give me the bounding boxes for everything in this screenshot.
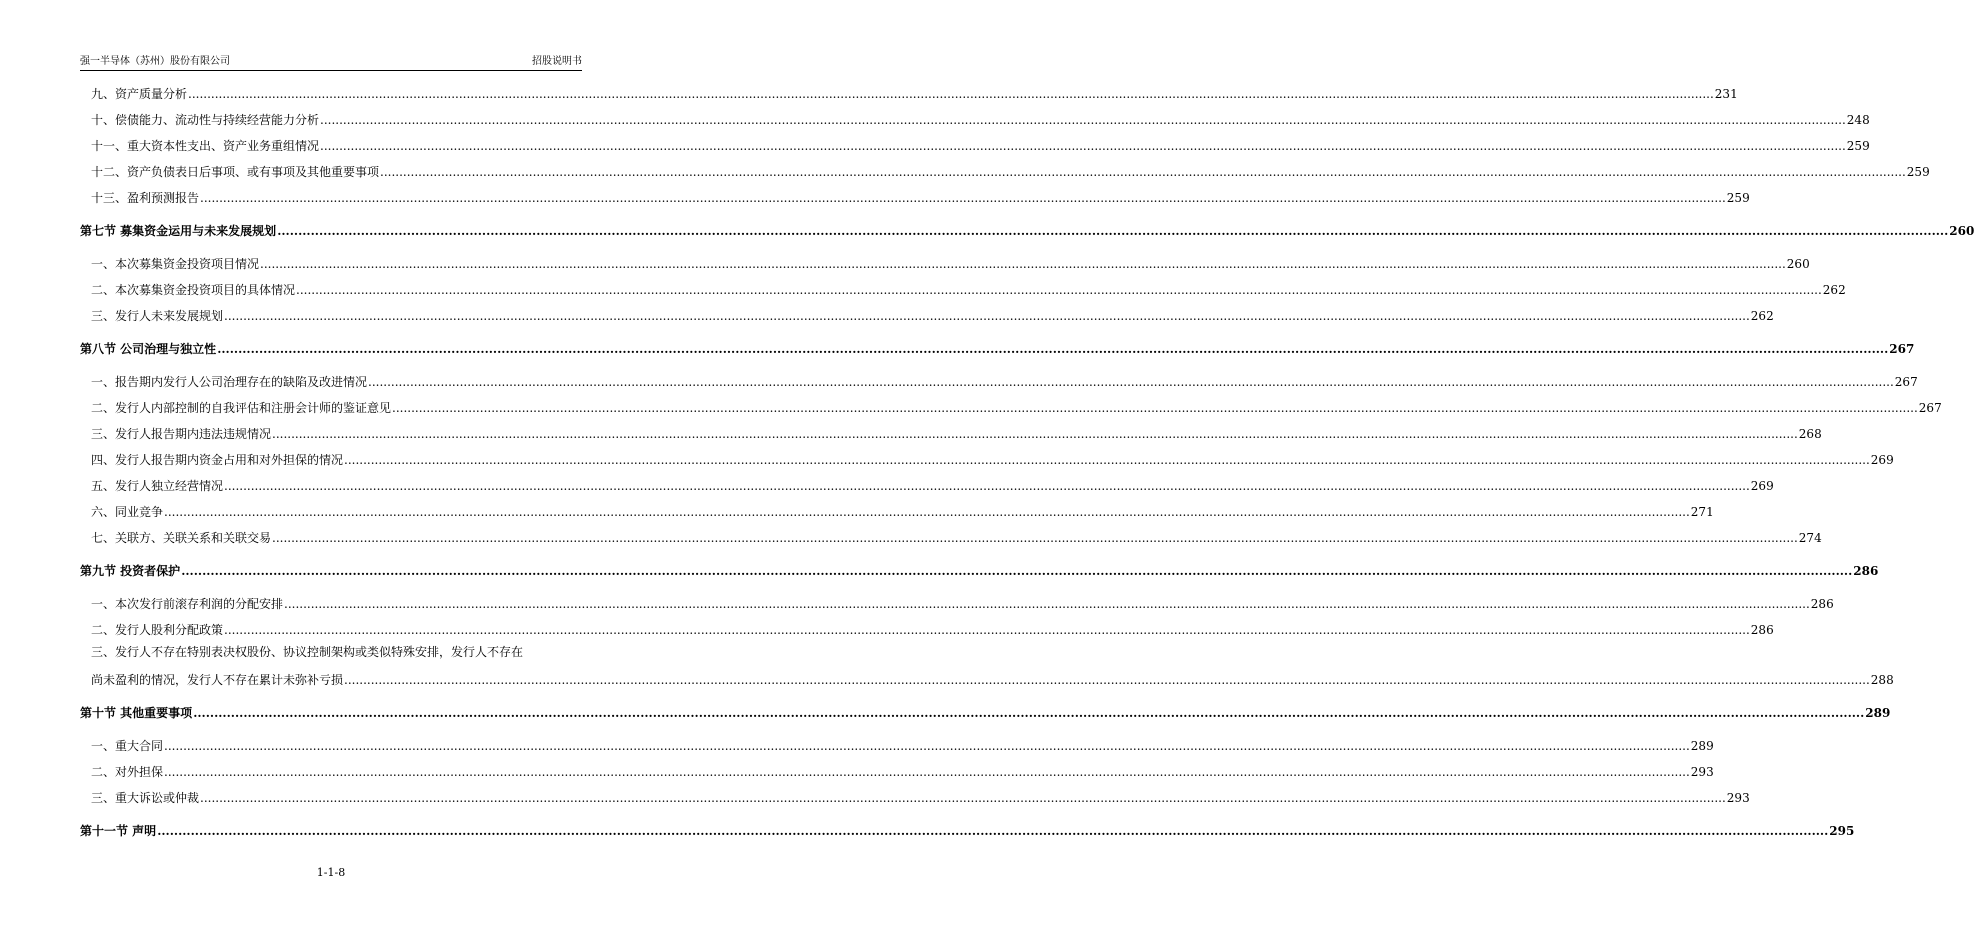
- toc-subsection-entry[interactable]: [80, 164, 1930, 180]
- toc-subsection-entry[interactable]: [80, 644, 582, 660]
- toc-entry-title: 尚未盈利的情况，发行人不存在累计未弥补亏损: [91, 673, 344, 687]
- toc-dot-leader: ................................................................................................................................................................................................................................................................................................................................................................................................................: [224, 623, 1750, 637]
- toc-entry-title: 十三、盈利预测报告: [91, 191, 200, 205]
- toc-dot-leader: ................................................................................................................................................................................................................................................................................................................................................................................................................: [260, 257, 1786, 271]
- toc-section-entry[interactable]: [80, 223, 1974, 239]
- toc-entry-title: 二、本次募集资金投资项目的具体情况: [91, 283, 296, 297]
- toc-dot-leader: ................................................................................................................................................................................................................................................................................................................................................................................................................: [272, 531, 1798, 545]
- toc-subsection-entry[interactable]: [80, 138, 1870, 154]
- toc-entry-page-number: 286: [1750, 623, 1774, 637]
- toc-subsection-entry[interactable]: [80, 112, 1870, 128]
- toc-entry-title: 第十节 其他重要事项: [80, 706, 193, 720]
- toc-entry-title: 九、资产质量分析: [91, 87, 188, 101]
- toc-dot-leader: ................................................................................................................................................................................................................................................................................................................................................................................................................: [193, 706, 1865, 720]
- toc-dot-leader: ................................................................................................................................................................................................................................................................................................................................................................................................................: [320, 113, 1846, 127]
- toc-entry-title: 五、发行人独立经营情况: [91, 479, 224, 493]
- toc-entry-page-number: 268: [1798, 427, 1822, 441]
- toc-dot-leader: ................................................................................................................................................................................................................................................................................................................................................................................................................: [392, 401, 1918, 415]
- toc-entry-title: 二、对外担保: [91, 765, 164, 779]
- toc-subsection-entry[interactable]: [80, 256, 1810, 272]
- toc-subsection-entry[interactable]: [80, 530, 1822, 546]
- toc-entry-title: 一、重大合同: [91, 739, 164, 753]
- toc-entry-title: 第九节 投资者保护: [80, 564, 181, 578]
- toc-dot-leader: ................................................................................................................................................................................................................................................................................................................................................................................................................: [272, 427, 1798, 441]
- toc-subsection-entry[interactable]: [80, 622, 1774, 638]
- toc-entry-title: 七、关联方、关联关系和关联交易: [91, 531, 272, 545]
- page-header: [80, 52, 582, 71]
- toc-dot-leader: ................................................................................................................................................................................................................................................................................................................................................................................................................: [200, 791, 1726, 805]
- toc-entry-page-number: 262: [1750, 309, 1774, 323]
- toc-entry-title: 二、发行人内部控制的自我评估和注册会计师的鉴证意见: [91, 401, 392, 415]
- toc-entry-page-number: 267: [1894, 375, 1918, 389]
- toc-entry-page-number: 260: [1786, 257, 1810, 271]
- toc-entry-page-number: 248: [1846, 113, 1870, 127]
- toc-entry-page-number: 286: [1853, 564, 1879, 578]
- toc-dot-leader: ................................................................................................................................................................................................................................................................................................................................................................................................................: [164, 505, 1690, 519]
- toc-subsection-entry[interactable]: [80, 790, 1750, 806]
- toc-subsection-entry[interactable]: [80, 400, 1942, 416]
- toc-entry-title: 十二、资产负债表日后事项、或有事项及其他重要事项: [91, 165, 380, 179]
- toc-dot-leader: ................................................................................................................................................................................................................................................................................................................................................................................................................: [188, 87, 1714, 101]
- toc-subsection-entry[interactable]: [80, 190, 1750, 206]
- toc-dot-leader: ................................................................................................................................................................................................................................................................................................................................................................................................................: [217, 342, 1889, 356]
- toc-section-entry[interactable]: [80, 823, 1855, 839]
- toc-dot-leader: ................................................................................................................................................................................................................................................................................................................................................................................................................: [164, 765, 1690, 779]
- header-company-name: 强一半导体（苏州）股份有限公司: [80, 56, 230, 67]
- toc-entry-page-number: 259: [1726, 191, 1750, 205]
- toc-entry-title: 一、本次发行前滚存利润的分配安排: [91, 597, 284, 611]
- toc-entry-page-number: 259: [1906, 165, 1930, 179]
- toc-subsection-entry[interactable]: [80, 504, 1714, 520]
- toc-entry-page-number: 260: [1949, 224, 1974, 238]
- toc-dot-leader: ................................................................................................................................................................................................................................................................................................................................................................................................................: [296, 283, 1822, 297]
- toc-dot-leader: ................................................................................................................................................................................................................................................................................................................................................................................................................: [380, 165, 1906, 179]
- toc-section-entry[interactable]: [80, 563, 1879, 579]
- toc-dot-leader: ................................................................................................................................................................................................................................................................................................................................................................................................................: [157, 824, 1829, 838]
- toc-entry-page-number: 289: [1865, 706, 1891, 720]
- toc-dot-leader: ................................................................................................................................................................................................................................................................................................................................................................................................................: [344, 453, 1870, 467]
- toc-subsection-entry[interactable]: [80, 764, 1714, 780]
- toc-entry-title: 二、发行人股利分配政策: [91, 623, 224, 637]
- header-document-type: 招股说明书: [532, 56, 582, 67]
- toc-entry-title: 十一、重大资本性支出、资产业务重组情况: [91, 139, 320, 153]
- toc-dot-leader: ................................................................................................................................................................................................................................................................................................................................................................................................................: [164, 739, 1690, 753]
- toc-dot-leader: ................................................................................................................................................................................................................................................................................................................................................................................................................: [224, 309, 1750, 323]
- toc-entry-page-number: 269: [1870, 453, 1894, 467]
- toc-subsection-entry[interactable]: [80, 374, 1918, 390]
- toc-dot-leader: ................................................................................................................................................................................................................................................................................................................................................................................................................: [344, 673, 1870, 687]
- toc-subsection-entry[interactable]: [80, 452, 1894, 468]
- toc-dot-leader: ................................................................................................................................................................................................................................................................................................................................................................................................................: [277, 224, 1949, 238]
- toc-subsection-entry[interactable]: [80, 426, 1822, 442]
- toc-entry-page-number: 288: [1870, 673, 1894, 687]
- toc-entry-title: 一、本次募集资金投资项目情况: [91, 257, 260, 271]
- toc-dot-leader: ................................................................................................................................................................................................................................................................................................................................................................................................................: [200, 191, 1726, 205]
- toc-subsection-entry[interactable]: [80, 86, 1738, 102]
- toc-entry-title: 三、重大诉讼或仲裁: [91, 791, 200, 805]
- toc-entry-title: 第七节 募集资金运用与未来发展规划: [80, 224, 277, 238]
- toc-section-entry[interactable]: [80, 705, 1891, 721]
- toc-entry-page-number: 259: [1846, 139, 1870, 153]
- toc-subsection-entry[interactable]: [80, 478, 1774, 494]
- toc-entry-title: 四、发行人报告期内资金占用和对外担保的情况: [91, 453, 344, 467]
- toc-entry-title: 三、发行人未来发展规划: [91, 309, 224, 323]
- toc-entry-title: 六、同业竞争: [91, 505, 164, 519]
- toc-entry-title: 三、发行人报告期内违法违规情况: [91, 427, 272, 441]
- toc-section-entry[interactable]: [80, 341, 1915, 357]
- toc-dot-leader: ................................................................................................................................................................................................................................................................................................................................................................................................................: [320, 139, 1846, 153]
- toc-entry-page-number: 267: [1889, 342, 1915, 356]
- toc-entry-page-number: 269: [1750, 479, 1774, 493]
- toc-subsection-entry[interactable]: [80, 738, 1714, 754]
- toc-dot-leader: ................................................................................................................................................................................................................................................................................................................................................................................................................: [284, 597, 1810, 611]
- toc-dot-leader: ................................................................................................................................................................................................................................................................................................................................................................................................................: [181, 564, 1853, 578]
- toc-entry-page-number: 286: [1810, 597, 1834, 611]
- toc-entry-page-number: 231: [1714, 87, 1738, 101]
- toc-entry-title: 第十一节 声明: [80, 824, 157, 838]
- toc-entry-title: 第八节 公司治理与独立性: [80, 342, 217, 356]
- toc-subsection-entry[interactable]: [80, 672, 1894, 688]
- toc-entry-page-number: 262: [1822, 283, 1846, 297]
- toc-dot-leader: ................................................................................................................................................................................................................................................................................................................................................................................................................: [224, 479, 1750, 493]
- toc-entry-page-number: 293: [1690, 765, 1714, 779]
- toc-entry-page-number: 271: [1690, 505, 1714, 519]
- toc-subsection-entry[interactable]: [80, 596, 1834, 612]
- toc-subsection-entry[interactable]: [80, 308, 1774, 324]
- toc-subsection-entry[interactable]: [80, 282, 1846, 298]
- toc-dot-leader: ................................................................................................................................................................................................................................................................................................................................................................................................................: [368, 375, 1894, 389]
- toc-entry-page-number: 267: [1918, 401, 1942, 415]
- page-number: 1-1-8: [316, 866, 346, 879]
- toc-entry-page-number: 295: [1829, 824, 1855, 838]
- toc-entry-title: 十、偿债能力、流动性与持续经营能力分析: [91, 113, 320, 127]
- toc-entry-page-number: 293: [1726, 791, 1750, 805]
- toc-entry-title: 三、发行人不存在特别表决权股份、协议控制架构或类似特殊安排，发行人不存在: [91, 645, 524, 659]
- toc-entry-page-number: 289: [1690, 739, 1714, 753]
- toc-entry-title: 一、报告期内发行人公司治理存在的缺陷及改进情况: [91, 375, 368, 389]
- toc-entry-page-number: 274: [1798, 531, 1822, 545]
